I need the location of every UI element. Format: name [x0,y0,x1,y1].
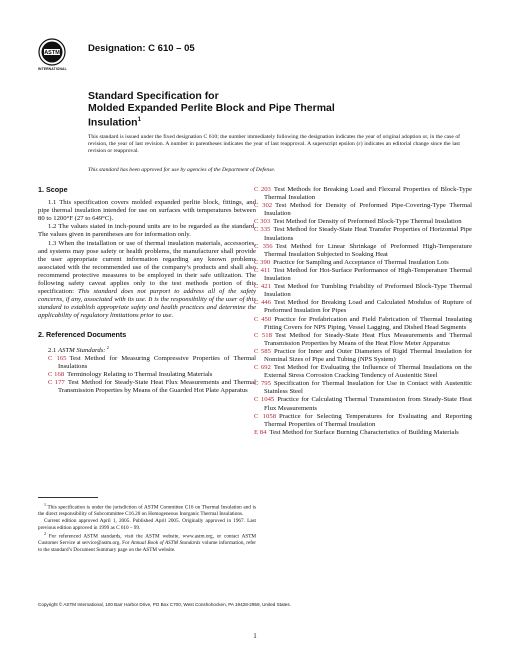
title-footnote-mark[interactable]: 1 [137,117,141,123]
reference-code-link[interactable]: C 421 [254,283,271,291]
reference-code-link[interactable]: C 203 [254,186,271,193]
reference-title: Test Method for Surface Burning Characteristics of Building Materials [269,428,459,436]
reference-item [254,316,472,332]
svg-text:ASTM: ASTM [44,50,60,57]
reference-title: Test Method for Steady-State Heat Flux Measurements and Thermal Transmission Properties by Means of the Guarded Hot Plate Apparatus [58,379,256,395]
reference-code-link[interactable]: C 356 [254,242,273,250]
reference-title: Test Method for Density of Preformed Block-Type Thermal Insulation [273,218,462,226]
reference-title: Practice for Sampling and Acceptance of Thermal Insulation Lots [273,258,449,266]
reference-item [254,226,472,242]
reference-item [254,413,472,429]
document-title [88,90,468,129]
standard-notice: This standard is issued under the fixed designation C 610; the number immediately following the designation indicates the year of original adoption or, in the case of revision, the year of last revision. A number in parentheses indicates the year of last reapproval. A superscript epsilon (ε) indicates an editorial change since the last revision or reapproval. [88,134,460,155]
reference-code-link[interactable]: E 84 [254,428,267,436]
reference-title: Test Method for Evaluating the Influence of Thermal Insulations on the External Stress Corrosion Cracking Tendency of Austenitic Steel [264,364,472,380]
reference-item [254,267,472,283]
title-line-1: Standard Specification for [88,90,219,102]
astm-logo [38,38,66,70]
reference-item [254,202,472,218]
reference-code-link[interactable]: C 411 [254,266,271,274]
reference-item [254,299,472,315]
dod-notice: This standard has been approved for use by agencies of the Department of Defense. [88,167,276,173]
reference-item [254,283,472,299]
reference-code-link[interactable]: C 795 [254,380,271,388]
reference-item [254,364,472,380]
footnote-2: $^2$ For referenced ASTM standards, visit the ASTM website, www.astm.org, or contact ASTM Customer Service at service@astm.org. For Annual Book of ASTM Standards volume information, refer to the standard’s Document Summary page on the ASTM website. [38,531,257,554]
reference-title: Test Method for Breaking Load and Calculated Modulus of Rupture of Preformed Insulation for Pipes [264,299,472,315]
reference-item [254,348,472,364]
reference-title: Test Method for Measuring Compressive Properties of Thermal Insulations [58,354,256,371]
reference-item [254,243,472,259]
reference-item [254,380,472,396]
reference-item [254,429,472,437]
reference-title: Practice for Prefabrication and Field Fabrication of Thermal Insulating Fitting Covers for NPS Piping, Vessel Lagging, and Dished Head Segments [264,315,473,331]
reference-item [254,218,472,226]
right-reference-list [254,186,472,437]
logo-caption: INTERNATIONAL [38,67,67,71]
references-heading: 2. Referenced Documents [38,329,127,339]
left-column [38,186,256,395]
reference-title: Specification for Thermal Insulation for Use in Contact with Austenitic Stainless Steel [264,380,472,396]
scope-1-3: 1.3 When the installation or use of thermal insulation materials, accessories, and systems may pose safety or health problems, the manufacturer shall provide the user appropriate current information regarding any known problems associated with the recommended use of the company’s products and shall also recommend protective measures to be employed in their safe utilization. The following safety caveat applies only to the test methods portion of this specification: This standard does not purport to address all of the safety concerns, if any, associated with its use. It is the responsibility of the user of this standard to establish appropriate safety and health practices and determine the applicability of regulatory limitations prior to use. [38,239,256,320]
reference-item [48,379,256,395]
footnote-divider [38,497,98,498]
reference-title: Test Method for Steady-State Heat Flux Measurements and Thermal Transmission Properties by Means of the Heat Flow Meter Apparatus [264,331,472,347]
scope-heading: 1. Scope [38,185,68,194]
footnotes [38,502,256,554]
reference-item [254,396,472,412]
right-column [254,186,472,437]
reference-item [254,186,472,202]
copyright-notice: Copyright © ASTM International, 100 Barr Harbor Drive, PO Box C700, West Conshohocken, PA 19428-2959, United States. [38,602,291,607]
scope-1-1: 1.1 This specification covers molded expanded perlite block, fittings, and pipe thermal insulation intended for use on surfaces with temperatures between 80 to 1200°F (27 to 649°C). [38,199,256,223]
reference-code-link[interactable]: C 303 [254,218,271,226]
page-number: 1 [253,632,257,640]
reference-code-link[interactable]: C 302 [254,202,273,210]
footnote-1: $^1$ This specification is under the jurisdiction of ASTM Committee C16 on Thermal Insulation and is the direct responsibility of Subcommittee C16.20 on Homogeneous Inorganic Thermal Insulations. [38,502,256,518]
reference-title: Practice for Calculating Thermal Transmission from Steady-State Heat Flux Measurements [264,396,473,412]
reference-item [48,355,256,371]
reference-item [254,332,472,348]
reference-code-link[interactable]: C 450 [254,315,272,323]
reference-code-link[interactable]: C 165 [48,354,67,362]
reference-code-link[interactable]: C 335 [254,226,271,234]
reference-item [254,259,472,267]
reference-code-link[interactable]: C 446 [254,299,272,307]
title-line-3: Insulation$^1$ [88,116,141,129]
reference-code-link[interactable]: C 1058 [254,412,277,420]
reference-title: Test Method for Tumbling Friability of Preformed Block-Type Thermal Insulation [264,283,472,299]
reference-code-link[interactable]: C 692 [254,364,271,372]
left-reference-list [38,355,256,395]
reference-title: Test Methods for Breaking Load and Flexural Properties of Block-Type Thermal Insulation [264,186,472,202]
reference-title: Terminology Relating to Thermal Insulating Materials [67,371,213,379]
reference-title: Practice for Selecting Temperatures for Evaluating and Reporting Thermal Properties of Thermal Insulation [264,412,473,428]
reference-code-link[interactable]: C 585 [254,347,271,355]
reference-title: Practice for Inner and Outer Diameters of Rigid Thermal Insulation for Nominal Sizes of Pipe and Tubing (NPS System) [264,347,472,363]
reference-code-link[interactable]: C 390 [254,258,271,266]
scope-1-2: 1.2 The values stated in inch-pound units are to be regarded as the standard. The values given in parentheses are for information only. [38,223,256,239]
astm-logo-icon [38,38,66,66]
footnote-1-edition: Current edition approved April 1, 2005. Published April 2005. Originally approved in 1967. Last previous edition approved in 1999 as C 610 – 99. [38,517,256,531]
astm-standards-subheading: 2.1 ASTM Standards: $^2$ [48,344,109,354]
title-line-2: Molded Expanded Perlite Block and Pipe Thermal [88,102,335,114]
reference-code-link[interactable]: C 177 [48,379,65,387]
reference-title: Test Method for Linear Shrinkage of Preformed High-Temperature Thermal Insulation Subjected to Soaking Heat [264,242,472,258]
reference-item [48,371,256,379]
reference-code-link[interactable]: C 168 [48,371,65,379]
reference-title: Test Method for Density of Preformed Pipe-Covering-Type Thermal Insulation [264,202,472,218]
designation: Designation: C 610 – 05 [88,43,195,54]
reference-code-link[interactable]: C 518 [254,331,272,339]
reference-title: Test Method for Hot-Surface Performance of High-Temperature Thermal Insulation [264,266,472,283]
reference-code-link[interactable]: C 1045 [254,396,275,404]
reference-title: Test Method for Steady-State Heat Transfer Properties of Horizontal Pipe Insulations [264,226,472,242]
